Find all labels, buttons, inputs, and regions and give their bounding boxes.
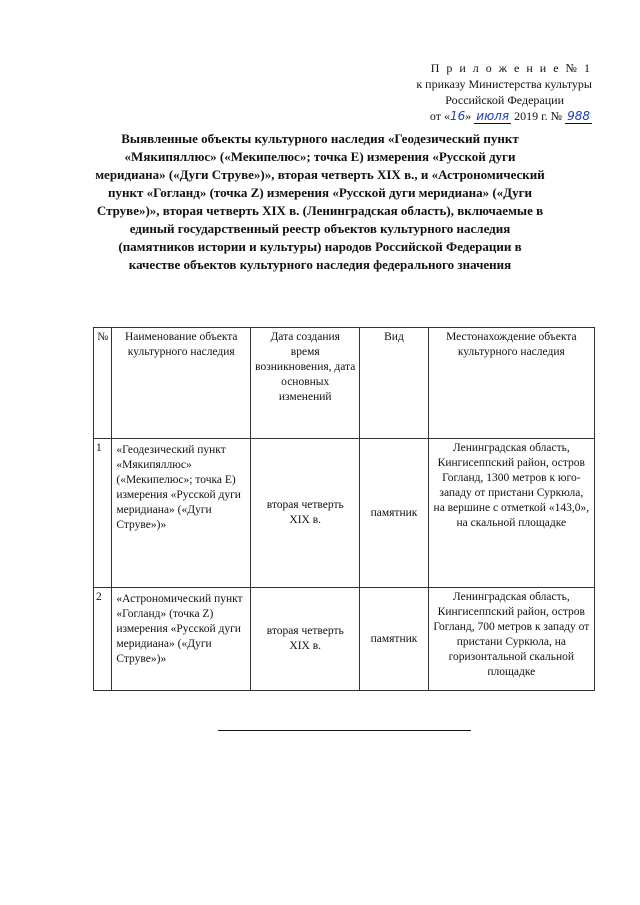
header-date: Дата создания время возникновения, дата основных изменений (251, 328, 360, 439)
row-date: вторая четверть XIX в. (251, 588, 360, 691)
header-name: Наименование объекта культурного наследия (112, 328, 251, 439)
appendix-ministry-line: Российской Федерации (445, 93, 564, 107)
header-type: Вид (360, 328, 428, 439)
row-location: Ленинградская область, Кингисеппский район, остров Гогланд, 700 метров к западу от пристани Суркюла, на горизонтальной скальной площадке (428, 588, 594, 691)
appendix-block (332, 60, 592, 124)
row-number: 1 (94, 439, 112, 588)
date-mid: » (465, 109, 472, 123)
table-row (94, 439, 595, 588)
handwritten-number: 988 (567, 109, 590, 123)
header-location: Местонахождение объекта культурного наследия (428, 328, 594, 439)
table-header-row (94, 328, 595, 439)
date-prefix: от « (429, 109, 450, 123)
row-type: памятник (360, 439, 428, 588)
table-row (94, 588, 595, 691)
appendix-order-line: к приказу Министерства культуры (416, 77, 592, 91)
signature-divider-line (218, 730, 471, 731)
row-location: Ленинградская область, Кингисеппский район, остров Гогланд, 1300 метров к юго-западу от пристани Суркюла, на вершине с отметкой «143,0», на скальной площадке (428, 439, 594, 588)
appendix-date-line (430, 108, 592, 124)
row-name: «Геодезический пункт «Мякипяллюс» («Мекипелюс»; точка Е) измерения «Русской дуги меридиана» («Дуги Струве»)» (112, 439, 251, 588)
date-year: 2019 г. № (514, 109, 563, 123)
heritage-objects-table (93, 327, 595, 691)
row-type: памятник (360, 588, 428, 691)
row-number: 2 (94, 588, 112, 691)
document-title: Выявленные объекты культурного наследия «Геодезический пункт «Мякипяллюс» («Мекипелюс»; точка Е) измерения «Русской дуги меридиана» («Дуги Струве»)», вторая четверть XIX в., и «Астрономический пункт «Гогланд» (точка Z) измерения «Русской дуги меридиана» («Дуги Струве»)», вторая четверть XIX в. (Ленинградская область), включаемые в единый государственный реестр объектов культурного наследия (памятников истории и культуры) народов Российской Федерации в качестве объектов культурного наследия федерального значения (95, 131, 545, 272)
appendix-heading: П р и л о ж е н и е № 1 (430, 61, 592, 75)
header-number: № (94, 328, 112, 439)
row-name: «Астрономический пункт «Гогланд» (точка Z) измерения «Русской дуги меридиана» («Дуги Струве»)» (112, 588, 251, 691)
handwritten-month: июля (476, 109, 510, 123)
handwritten-day: 16 (449, 109, 466, 123)
row-date: вторая четверть XIX в. (251, 439, 360, 588)
